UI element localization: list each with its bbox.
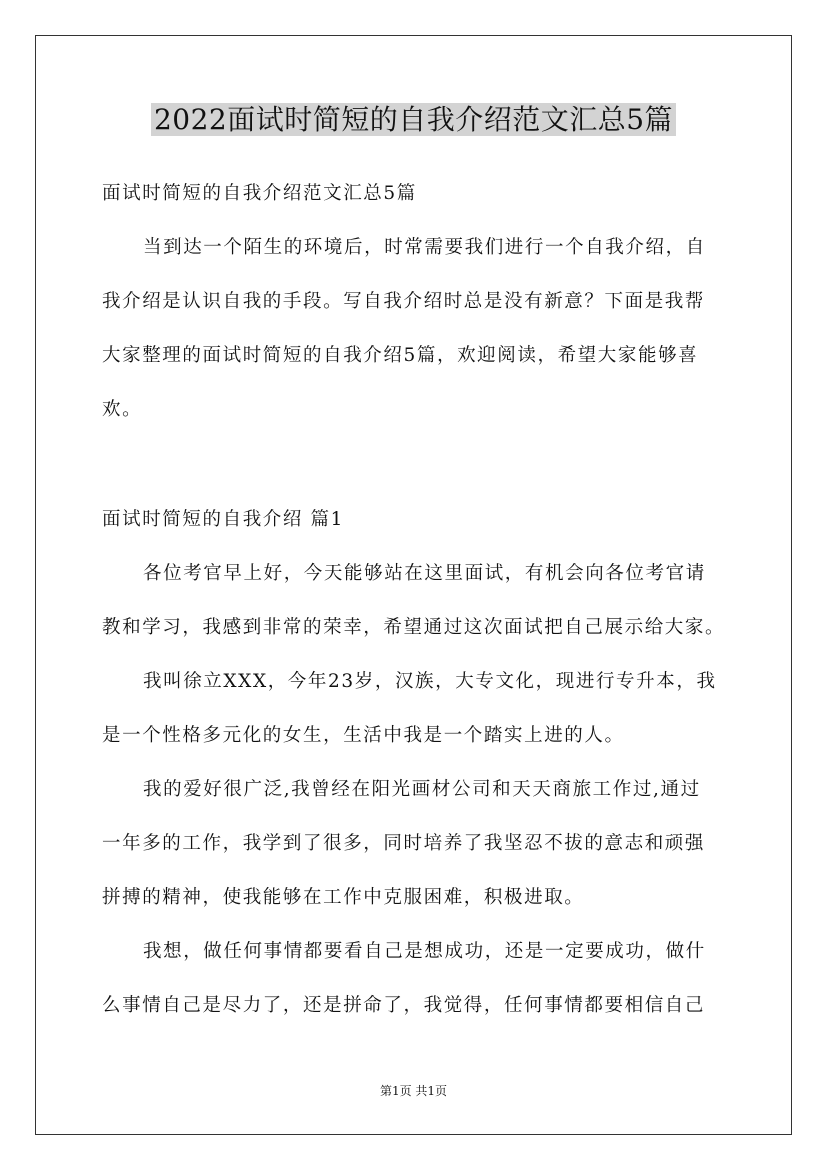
intro-line: 我介绍是认识自我的手段。写自我介绍时总是没有新意？下面是我帮	[102, 291, 706, 312]
section-heading: 面试时简短的自我介绍 篇1	[102, 509, 344, 530]
document-subtitle: 面试时简短的自我介绍范文汇总5篇	[102, 183, 417, 204]
intro-line: 大家整理的面试时简短的自我介绍5篇，欢迎阅读，希望大家能够喜	[102, 345, 699, 366]
intro-line: 当到达一个陌生的环境后，时常需要我们进行一个自我介绍，自	[143, 237, 706, 258]
paragraph-line: 各位考官早上好，今天能够站在这里面试，有机会向各位考官请	[143, 563, 706, 584]
document-title	[0, 98, 827, 142]
paragraph-line: 拼搏的精神，使我能够在工作中克服困难，积极进取。	[102, 887, 585, 908]
intro-line: 欢。	[102, 399, 143, 420]
page-footer: 第1页 共1页	[379, 1084, 448, 1098]
paragraph-line: 教和学习，我感到非常的荣幸，希望通过这次面试把自己展示给大家。	[102, 617, 726, 638]
paragraph-line: 一年多的工作，我学到了很多，同时培养了我坚忍不拔的意志和顽强	[102, 833, 706, 854]
paragraph-line: 么事情自己是尽力了，还是拼命了，我觉得，任何事情都要相信自己	[102, 995, 706, 1016]
paragraph-line: 我想，做任何事情都要看自己是想成功，还是一定要成功，做什	[143, 941, 706, 962]
paragraph-line: 我的爱好很广泛,我曾经在阳光画材公司和天天商旅工作过,通过	[143, 779, 701, 800]
document-title-text: 2022面试时简短的自我介绍范文汇总5篇	[151, 103, 676, 136]
paragraph-line: 是一个性格多元化的女生，生活中我是一个踏实上进的人。	[102, 725, 625, 746]
paragraph-line: 我叫徐立XXX，今年23岁，汉族，大专文化，现进行专升本，我	[143, 671, 717, 692]
